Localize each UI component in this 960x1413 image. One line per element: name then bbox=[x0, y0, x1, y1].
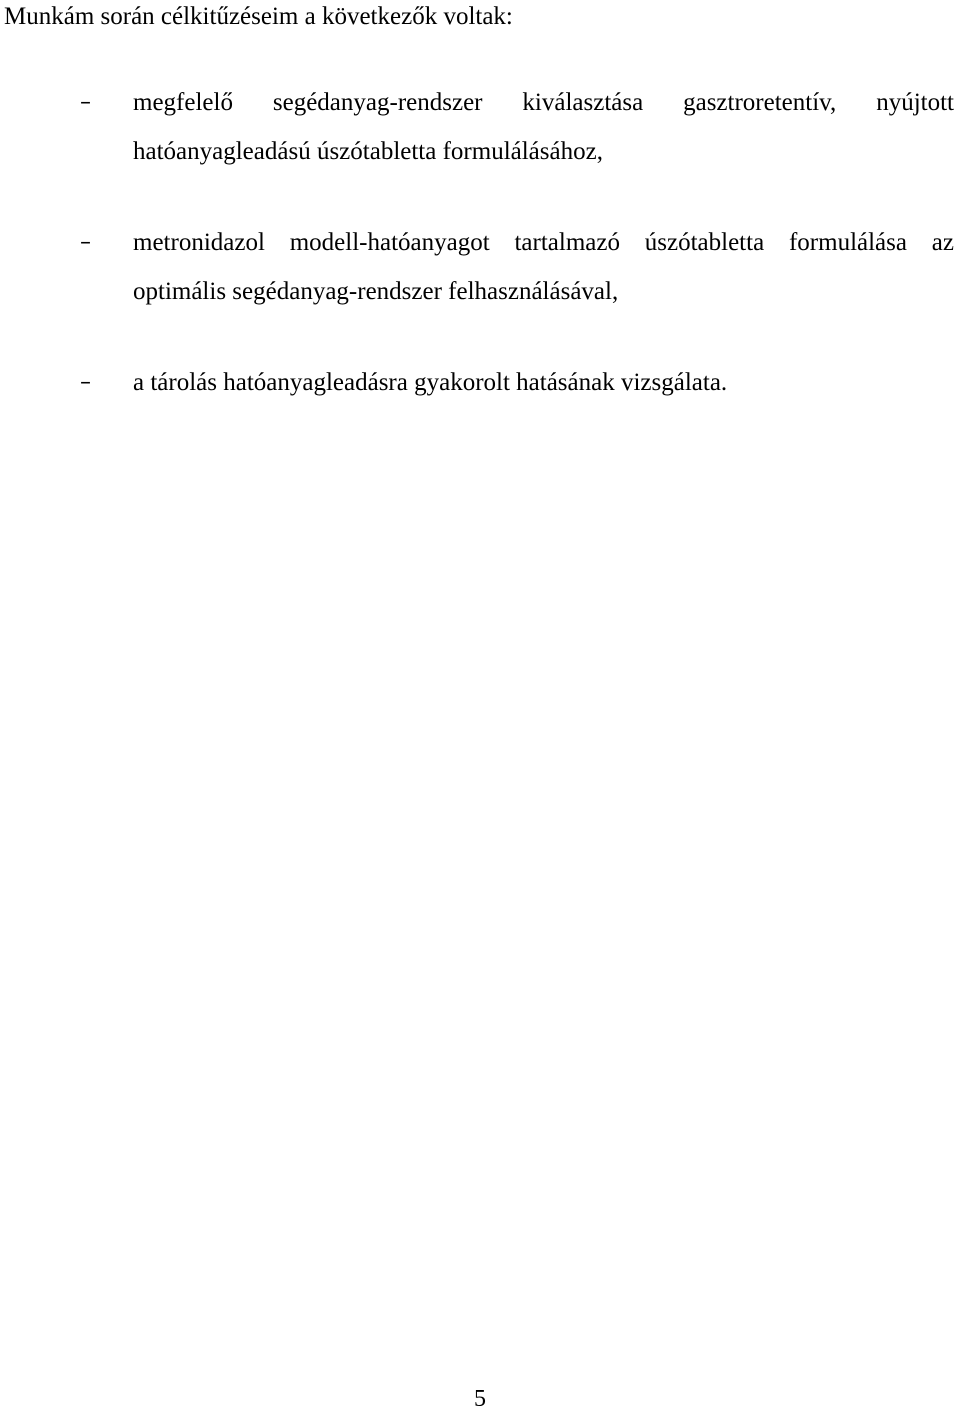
page-number: 5 bbox=[474, 1386, 486, 1412]
goals-list bbox=[0, 78, 960, 449]
goal-item bbox=[0, 358, 960, 407]
dash-bullet-icon: – bbox=[80, 90, 91, 115]
intro-heading: Munkám során célkitűzéseim a következők voltak: bbox=[4, 3, 513, 30]
goal-item bbox=[0, 78, 960, 176]
dash-bullet-icon: – bbox=[80, 370, 91, 395]
goal-text: a tárolás hatóanyagleadásra gyakorolt hatásának vizsgálata. bbox=[133, 369, 728, 396]
dash-bullet-icon: – bbox=[80, 230, 91, 255]
goal-text: metronidazol modell-hatóanyagot tartalmazó úszótabletta formulálása az optimális segédanyag-rendszer felhasználásával, bbox=[133, 229, 954, 305]
goal-item bbox=[0, 218, 960, 316]
goal-text: megfelelő segédanyag-rendszer kiválasztása gasztroretentív, nyújtott hatóanyagleadású úszótabletta formulálásához, bbox=[133, 89, 954, 165]
